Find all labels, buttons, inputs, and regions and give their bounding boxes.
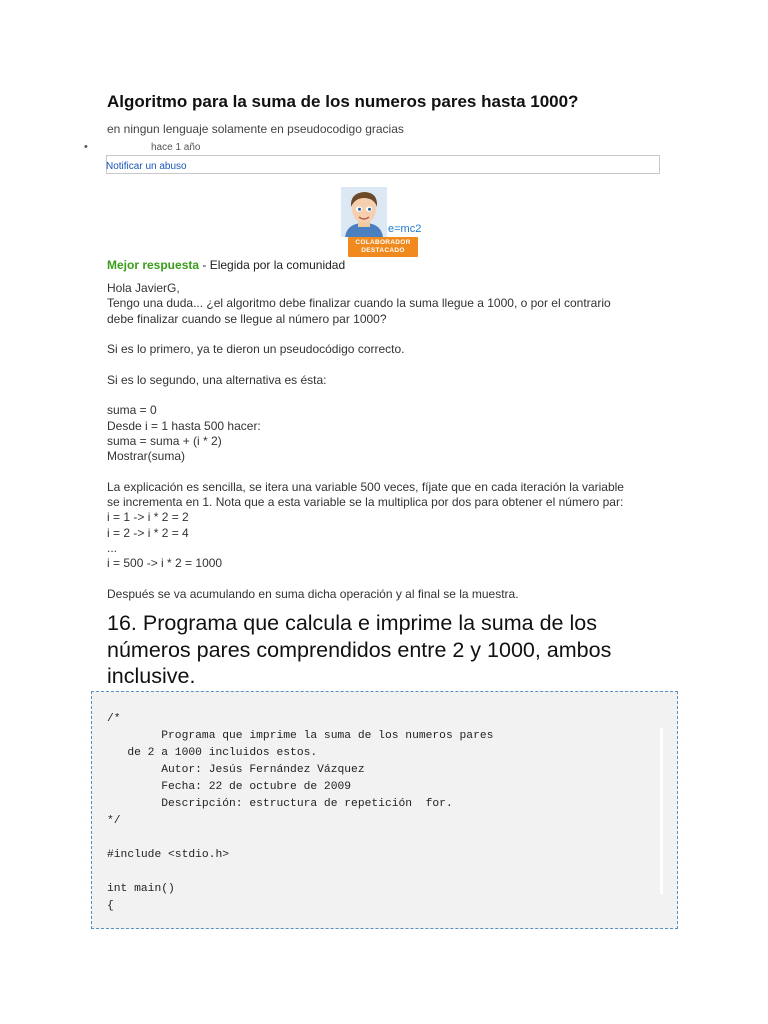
badge-line-2: DESTACADO <box>361 247 405 254</box>
answer-line: La explicación es sencilla, se itera una variable 500 veces, fíjate que en cada iteración la variable <box>107 479 624 494</box>
code-text: /* Programa que imprime la suma de los numeros pares de 2 a 1000 incluidos estos. Autor: Jesús Fernández Vázquez Fecha: 22 de octubre de 2009 Descripción: estructura de repetición for. */ #include <stdio.h> int main() { <box>107 713 494 912</box>
answer-blank-line <box>107 572 667 587</box>
code-scrollbar[interactable] <box>660 728 663 894</box>
avatar-icon[interactable] <box>341 187 387 237</box>
report-abuse-link[interactable]: Notificar un abuso <box>106 161 187 172</box>
answer-line: Tengo una duda... ¿el algoritmo debe finalizar cuando la suma llegue a 1000, o por el contrario <box>107 296 611 311</box>
answer-line: i = 1 -> i * 2 = 2 <box>107 510 189 525</box>
best-answer-body <box>107 281 667 602</box>
best-answer-header <box>107 258 345 272</box>
answer-line: suma = 0 <box>107 403 157 418</box>
section-heading-line-3: inclusive. <box>107 664 196 688</box>
best-answer-suffix: - Elegida por la comunidad <box>199 258 346 272</box>
best-answer-label: Mejor respuesta <box>107 258 200 272</box>
answer-line: suma = suma + (i * 2) <box>107 433 222 448</box>
question-timestamp: hace 1 año <box>151 142 201 153</box>
answer-line: se incrementa en 1. Nota que a esta variable se la multiplica por dos para obtener el número par: <box>107 495 624 510</box>
section-heading <box>107 610 707 690</box>
answer-line: Mostrar(suma) <box>107 449 186 464</box>
answer-line: i = 2 -> i * 2 = 4 <box>107 525 189 540</box>
answer-line: Desde i = 1 hasta 500 hacer: <box>107 418 261 433</box>
bullet-icon: • <box>84 141 88 153</box>
badge-line-1: COLABORADOR <box>355 239 411 246</box>
featured-contributor-badge <box>348 237 418 257</box>
question-description: en ningun lenguaje solamente en pseudocodigo gracias <box>107 122 404 136</box>
answer-line: Si es lo primero, ya te dieron un pseudocódigo correcto. <box>107 342 405 357</box>
answer-line: debe finalizar cuando se llegue al número par 1000? <box>107 311 387 326</box>
answer-line: Después se va acumulando en suma dicha operación y al final se la muestra. <box>107 586 519 601</box>
answerer-name-link[interactable]: e=mc2 <box>388 223 422 235</box>
answer-line: Si es lo segundo, una alternativa es ésta: <box>107 372 327 387</box>
section-heading-line-1: 16. Programa que calcula e imprime la suma de los <box>107 611 597 635</box>
answer-line: Hola JavierG, <box>107 281 180 295</box>
answer-blank-line <box>107 388 667 403</box>
answer-blank-line <box>107 357 667 372</box>
report-bar <box>106 155 660 174</box>
answer-blank-line <box>107 327 667 342</box>
answer-line: i = 500 -> i * 2 = 1000 <box>107 556 223 571</box>
answer-line: ... <box>107 541 118 556</box>
section-heading-line-2: números pares comprendidos entre 2 y 1000, ambos <box>107 637 612 662</box>
answer-blank-line <box>107 465 667 480</box>
question-title: Algoritmo para la suma de los numeros pares hasta 1000? <box>107 92 579 111</box>
